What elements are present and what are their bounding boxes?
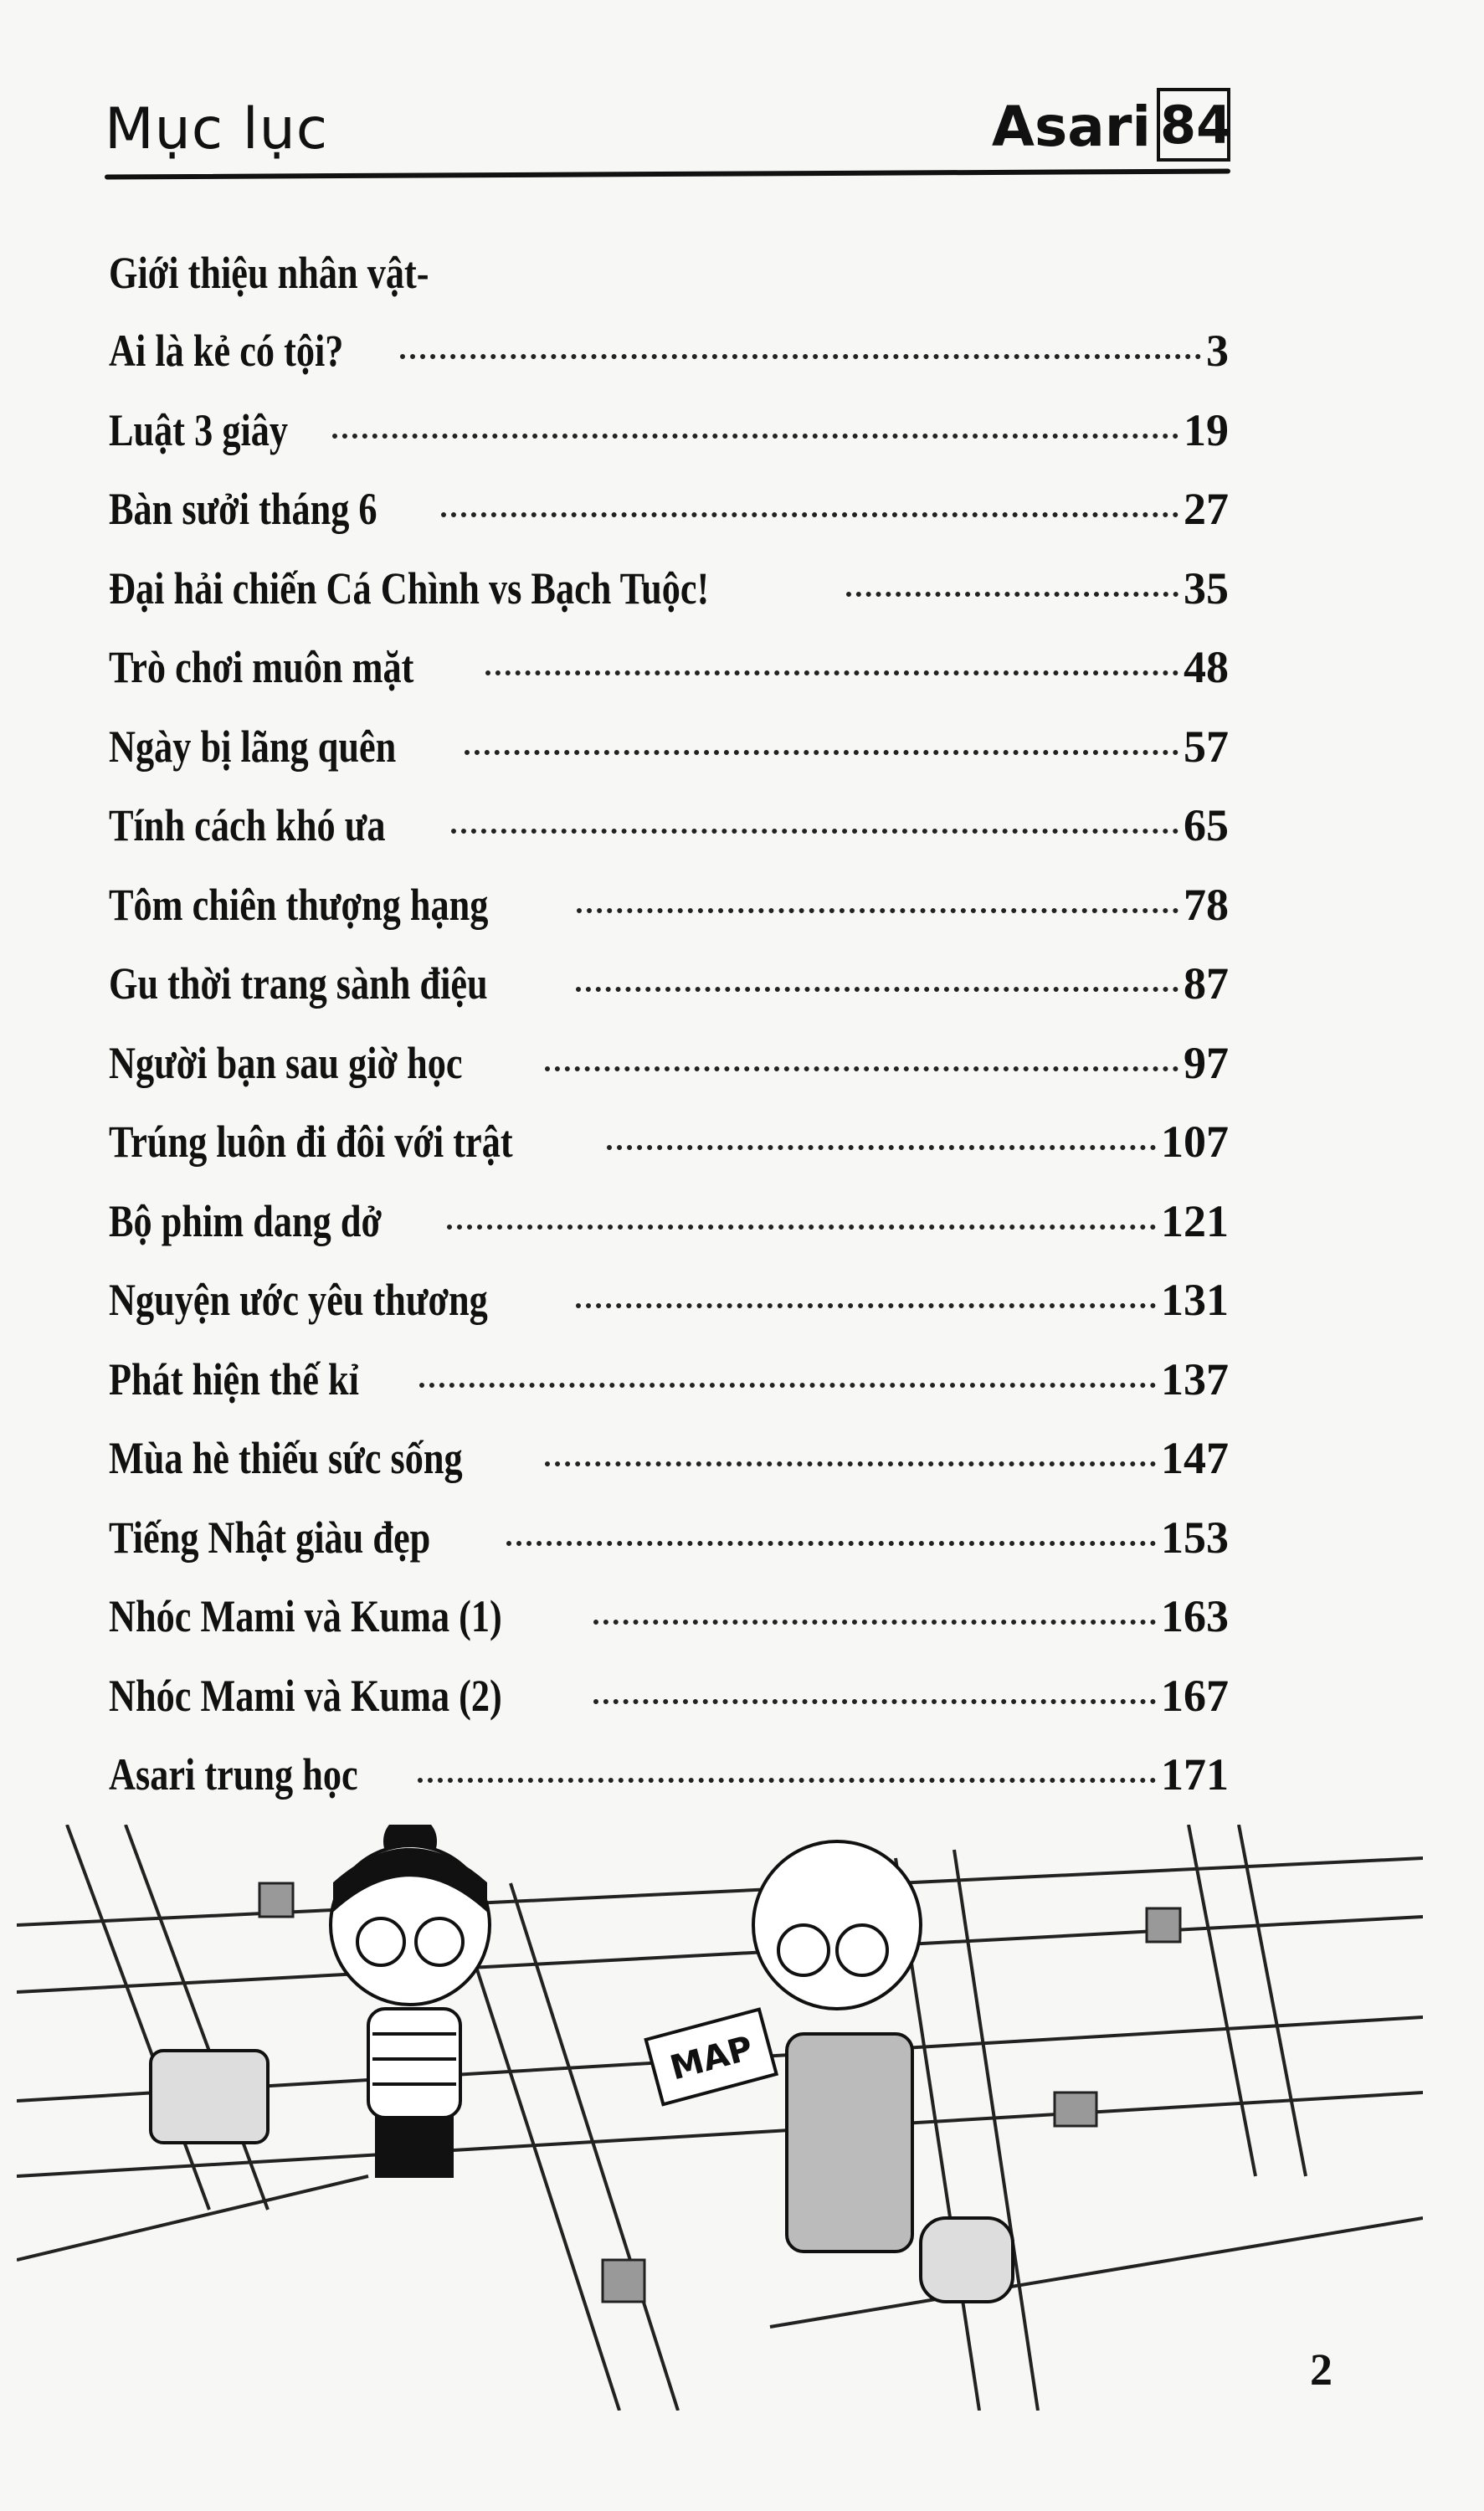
toc-entry-title: Tôm chiên thượng hạng: [109, 879, 489, 930]
dot-leader: [506, 1541, 1156, 1546]
toc-entry-page: 163: [1161, 1591, 1229, 1641]
toc-entry-page: 78: [1184, 879, 1229, 930]
toc-entry-title: Nhóc Mami và Kuma (2): [109, 1670, 502, 1721]
toc-entry: [109, 549, 1229, 629]
page-header: [105, 80, 1233, 180]
toc-entry: [109, 1735, 1229, 1815]
toc-intro: Giới thiệu nhân vật-: [109, 248, 429, 298]
toc-entry-page: 121: [1161, 1195, 1229, 1246]
toc-entry-title: Asari trung học: [109, 1749, 358, 1800]
toc-entry: [109, 1577, 1229, 1656]
toc-entry-title: Đại hải chiến Cá Chình vs Bạch Tuộc!: [109, 562, 710, 614]
toc-entry: [109, 707, 1229, 787]
toc-entry: [109, 1182, 1229, 1261]
dot-leader: [451, 829, 1178, 834]
toc-entry: [109, 786, 1229, 865]
toc-entry: [109, 391, 1229, 470]
toc-entry-title: Người bạn sau giờ học: [109, 1037, 463, 1088]
toc-entry-title: Ai là kẻ có tội?: [109, 326, 344, 376]
toc-entry-title: Gu thời trang sành điệu: [109, 958, 488, 1009]
map-sign-text: MAP: [665, 2029, 757, 2088]
toc-entry: [109, 865, 1229, 945]
dot-leader: [593, 1620, 1156, 1625]
toc-entry-title: Trò chơi muôn mặt: [109, 642, 414, 692]
dot-leader: [485, 670, 1178, 675]
toc-entry-page: 48: [1184, 642, 1229, 692]
toc-entry-page: 107: [1161, 1117, 1229, 1167]
toc-entry: [109, 311, 1229, 391]
page-number: 2: [1310, 2344, 1333, 2395]
toc-entry-title: Ngày bị lãng quên: [109, 721, 397, 772]
dot-leader: [441, 512, 1178, 517]
toc-entry-title: Trúng luôn đi đôi với trật: [109, 1117, 513, 1167]
toc-entry-page: 131: [1161, 1275, 1229, 1325]
dot-leader: [576, 987, 1178, 992]
toc-entry-page: 87: [1184, 958, 1229, 1009]
toc-entry-page: 137: [1161, 1353, 1229, 1404]
dot-leader: [846, 592, 1178, 597]
toc-entry-title: Nguyện ước yêu thương: [109, 1275, 488, 1325]
toc-entry: [109, 470, 1229, 549]
toc-entry: [109, 944, 1229, 1024]
dot-leader: [465, 750, 1178, 755]
toc-entry: [109, 1498, 1229, 1578]
toc-entry-page: 171: [1161, 1749, 1229, 1800]
dot-leader: [576, 1303, 1156, 1308]
toc-entry-page: 153: [1161, 1512, 1229, 1563]
toc-entry-page: 57: [1184, 721, 1229, 772]
dot-leader: [545, 1461, 1156, 1466]
toc-entry-title: Mùa hè thiếu sức sống: [109, 1433, 463, 1483]
character-right: [646, 1841, 1013, 2302]
dot-leader: [400, 354, 1201, 359]
toc-entry-page: 35: [1184, 562, 1229, 614]
toc-entry-title: Luật 3 giây: [109, 404, 289, 455]
toc-entry-page: 65: [1184, 800, 1229, 850]
dot-leader: [577, 908, 1178, 913]
toc-entry-page: 147: [1161, 1433, 1229, 1483]
toc-entry: [109, 628, 1229, 707]
dot-leader: [593, 1699, 1156, 1704]
toc-entry-page: 19: [1184, 404, 1229, 455]
volume-badge: 84: [1157, 88, 1230, 162]
toc-entry-title: Tính cách khó ưa: [109, 800, 386, 850]
toc-entry-title: Nhóc Mami và Kuma (1): [109, 1591, 502, 1641]
table-of-contents: [109, 234, 1229, 1815]
toc-entry-page: 27: [1184, 484, 1229, 534]
toc-entry: [109, 1340, 1229, 1420]
toc-entry: [109, 1102, 1229, 1182]
page-title: Mục lục: [105, 96, 329, 162]
character-left: [151, 1825, 490, 2176]
dot-leader: [545, 1066, 1178, 1071]
dot-leader: [607, 1145, 1156, 1150]
dot-leader: [447, 1225, 1156, 1230]
toc-entry-page: 3: [1206, 326, 1229, 376]
toc-entry: [109, 1261, 1229, 1340]
dot-leader: [419, 1383, 1156, 1388]
city-map-illustration: [17, 1825, 1423, 2411]
toc-entry: [109, 1419, 1229, 1498]
dot-leader: [332, 434, 1178, 439]
toc-entry-page: 167: [1161, 1670, 1229, 1721]
series-name: Asari: [991, 95, 1151, 159]
toc-entry-title: Phát hiện thế kỉ: [109, 1353, 359, 1404]
toc-entry-title: Bộ phim dang dở: [109, 1195, 383, 1246]
header-rule: [105, 168, 1230, 179]
toc-entry: [109, 1656, 1229, 1736]
toc-entry-page: 97: [1184, 1037, 1229, 1088]
toc-entry-title: Bàn sưởi tháng 6: [109, 484, 377, 534]
toc-entry-title: Tiếng Nhật giàu đẹp: [109, 1512, 431, 1563]
toc-entry: [109, 1024, 1229, 1103]
dot-leader: [418, 1778, 1156, 1783]
